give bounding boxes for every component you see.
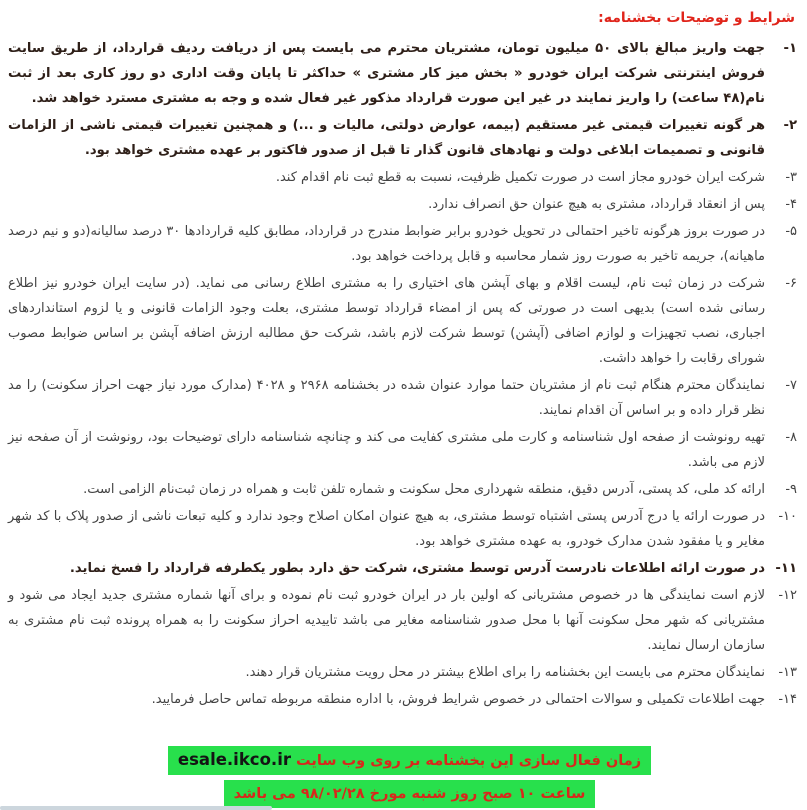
bottom-edge-artifact	[0, 806, 272, 810]
item-text: هر گونه تغییرات قیمتی غیر مستقیم (بیمه، عوارض دولتی، مالیات و ...) و همچنین تغییرات قیمتی ناشی از الزامات قانونی و تصمیمات ابلاغی دولت و نهادهای قانون گذار تا قبل از صدور فاکتور بر عهده مشتری خواهد بود.	[8, 118, 765, 158]
term-item-12	[8, 583, 797, 658]
item-number: ۱۴-	[778, 692, 797, 707]
item-text: جهت واریز مبالغ بالای ۵۰ میلیون تومان، مشتریان محترم می بایست پس از دریافت ردیف قرارداد، از طریق سایت فروش اینترنتی شرکت ایران خودرو « بخش میز کار مشتری » حداکثر تا پایان وقت اداری دو روز کاری بعد از ثبت نام(۴۸ ساعت) را واریز نمایند در غیر این صورت قرارداد مذکور غیر فعال شده و وجه به مشتری مسترد خواهد شد.	[8, 41, 765, 106]
activation-line-1	[168, 746, 651, 775]
item-text: نمایندگان محترم هنگام ثبت نام از مشتریان حتما موارد عنوان شده در بخشنامه ۲۹۶۸ و ۴۰۲۸ (مدارک مورد نیاز جهت احراز سکونت) را مد نظر قرار داده و بر اساس آن اقدام نمایند.	[8, 378, 765, 418]
item-number: ۷-	[785, 378, 797, 393]
esale-website-text: esale.ikco.ir	[177, 750, 291, 769]
activation-line-1-text: زمان فعال سازی این بخشنامه بر روی وب سایت	[291, 753, 642, 769]
term-item-13	[8, 660, 797, 685]
item-text: شرکت در زمان ثبت نام، لیست اقلام و بهای آپشن های اختیاری را به مشتری اطلاع رسانی می نماید. (در سایت ایران خودرو نیز اطلاع رسانی شده است) بدیهی است در صورتی که پس از امضاء قرارداد توسط مشتری، بعلت وجود الزامات قانونی و یا لزوم استانداردهای اجباری، نصب تجهیزات و لوازم اضافی (آپشن) توسط شرکت لازم باشد، شرکت حق مطالبه ارزش اضافه آپشن بر اساس ضوابط مصوب شورای رقابت را خواهد داشت.	[8, 276, 765, 366]
item-number: ۱-	[783, 41, 797, 56]
term-item-5	[8, 219, 797, 269]
item-text: جهت اطلاعات تکمیلی و سوالات احتمالی در خصوص شرایط فروش، با اداره منطقه مربوطه تماس حاصل فرمایید.	[151, 692, 765, 707]
item-number: ۶-	[785, 276, 797, 291]
term-item-9	[8, 477, 797, 502]
page-title: شرایط و توضیحات بخشنامه:	[598, 10, 795, 26]
item-text: تهیه رونوشت از صفحه اول شناسنامه و کارت ملی مشتری کفایت می کند و چنانچه شناسنامه دارای توضیحات بود، رونوشت از آن صفحه نیز لازم می باشد.	[8, 430, 765, 470]
item-text: در صورت بروز هرگونه تاخیر احتمالی در تحویل خودرو برابر ضوابط مندرج در قرارداد، مطابق کلیه قراردادها ۳۰ درصد سالیانه(دو و نیم درصد ماهیانه)، جریمه تاخیر به صورت روز شمار محاسبه و قابل پرداخت خواهد بود.	[8, 224, 765, 264]
term-item-14	[8, 687, 797, 712]
term-item-1	[8, 36, 797, 111]
term-item-3	[8, 165, 797, 190]
term-item-11	[8, 556, 797, 581]
item-number: ۳-	[785, 170, 797, 185]
item-number: ۱۲-	[778, 588, 797, 603]
item-number: ۹-	[785, 482, 797, 497]
item-text: در صورت ارائه یا درج آدرس پستی اشتباه توسط مشتری، به هیچ عنوان امکان اصلاح وجود ندارد و کلیه تبعات ناشی از صدور پلاک با کد شهر مغایر و یا مفقود شدن مدارک خودرو، به عهده مشتری خواهد بود.	[8, 509, 765, 549]
item-text: در صورت ارائه اطلاعات نادرست آدرس توسط مشتری، شرکت حق دارد بطور یکطرفه قرارداد را فسخ نماید.	[69, 561, 765, 576]
item-number: ۱۰-	[778, 509, 797, 524]
term-item-10	[8, 504, 797, 554]
activation-notice	[6, 746, 807, 808]
item-text: لازم است نمایندگی ها در خصوص مشتریانی که اولین بار در ایران خودرو ثبت نام نموده و برای آنها شماره مشتری جدید ایجاد می شود و مشتریانی که شهر محل سکونت آنها با محل صدور شناسنامه مغایر می باشد تاییدیه احراز سکونت را به همراه پرونده ثبت نام مشتری به سازمان ارسال نمایند.	[8, 588, 765, 653]
item-text: ارائه کد ملی، کد پستی، آدرس دقیق، منطقه شهرداری محل سکونت و شماره تلفن ثابت و همراه در زمان ثبت‌نام الزامی است.	[83, 482, 765, 497]
term-item-4	[8, 192, 797, 217]
item-number: ۲-	[783, 118, 797, 133]
term-item-7	[8, 373, 797, 423]
item-number: ۱۳-	[778, 665, 797, 680]
term-item-8	[8, 425, 797, 475]
item-number: ۱۱-	[775, 561, 797, 576]
activation-line-2: ساعت ۱۰ صبح روز شنبه مورخ ۹۸/۰۲/۲۸ می باشد	[224, 780, 596, 808]
term-item-6	[8, 271, 797, 371]
term-item-2	[8, 113, 797, 163]
item-number: ۵-	[785, 224, 797, 239]
item-text: پس از انعقاد قرارداد، مشتری به هیچ عنوان حق انصراف ندارد.	[428, 197, 765, 212]
item-number: ۸-	[785, 430, 797, 445]
item-text: شرکت ایران خودرو مجاز است در صورت تکمیل ظرفیت، نسبت به قطع ثبت نام اقدام کند.	[275, 170, 765, 185]
item-number: ۴-	[785, 197, 797, 212]
item-text: نمایندگان محترم می بایست این بخشنامه را برای اطلاع بیشتر در محل رویت مشتریان قرار دهند.	[245, 665, 765, 680]
